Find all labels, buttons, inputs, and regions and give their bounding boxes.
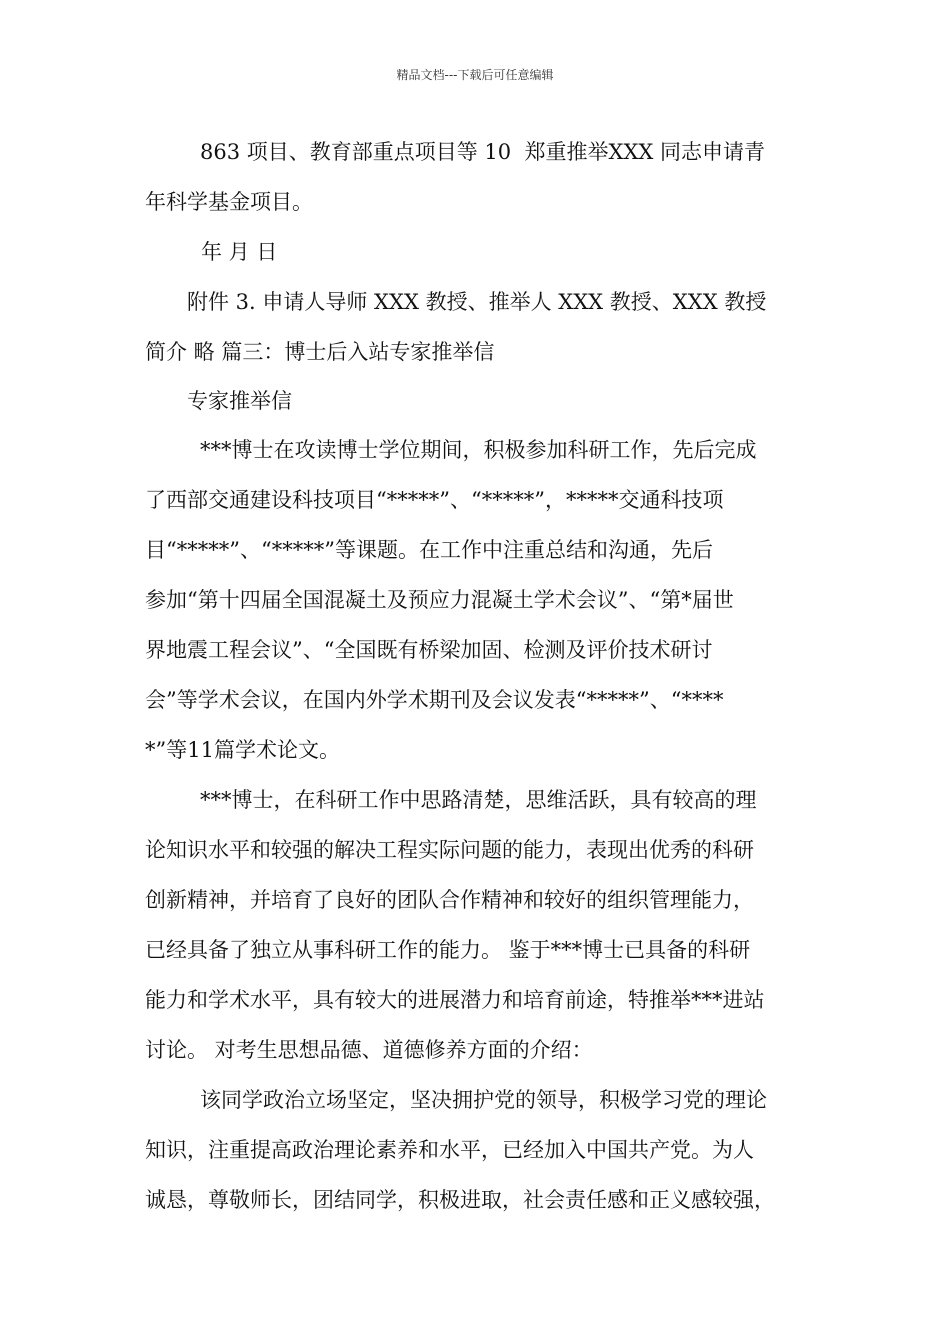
text-line: 论知识水平和较强的解决工程实际问题的能力，表现出优秀的科研 [145,838,754,862]
text-line: 了西部交通建设科技项目“*****”、“*****”，*****交通科技项 [145,488,724,512]
text-line: 创新精神，并培育了良好的团队合作精神和较好的组织管理能力， [145,888,754,912]
text-line: 简介 略 篇三：博士后入站专家推举信 [145,340,495,364]
text-line: 目“*****”、“*****”等课题。在工作中注重总结和沟通，先后 [145,538,713,562]
text-line: 年科学基金项目。 [145,190,313,214]
text-line: ***博士在攻读博士学位期间，积极参加科研工作，先后完成 [200,438,757,462]
text-line: 会”等学术会议，在国内外学术期刊及会议发表“*****”、“**** [145,688,724,712]
text-line: 参加“第十四届全国混凝土及预应力混凝土学术会议”、“第*届世 [145,588,734,612]
text-line: ***博士，在科研工作中思路清楚，思维活跃，具有较高的理 [200,788,757,812]
text-line: 知识，注重提高政治理论素养和水平，已经加入中国共产党。为人 [145,1138,754,1162]
text-line: *”等11篇学术论文。 [145,738,340,762]
text-line: 该同学政治立场坚定，坚决拥护党的领导，积极学习党的理论 [200,1088,767,1112]
text-line: 能力和学术水平，具有较大的进展潜力和培育前途，特推举***进站 [145,988,765,1012]
text-line: 诚恳，尊敬师长，团结同学，积极进取，社会责任感和正义感较强， [145,1188,775,1212]
text-line: 863 项目、教育部重点项目等 10 郑重推举XXX 同志申请青 [200,140,766,164]
page-header: 精品文档---下载后可任意编辑 [396,68,554,82]
text-line: 专家推举信 [187,389,292,413]
text-line: 年 月 日 [201,240,278,264]
text-line: 讨论。 对考生思想品德、道德修养方面的介绍： [145,1038,593,1062]
text-line: 附件 3. 申请人导师 XXX 教授、推举人 XXX 教授、XXX 教授 [187,290,767,314]
text-line: 界地震工程会议”、“全国既有桥梁加固、检测及评价技术研讨 [145,638,713,662]
text-line: 已经具备了独立从事科研工作的能力。 鉴于***博士已具备的科研 [145,938,751,962]
